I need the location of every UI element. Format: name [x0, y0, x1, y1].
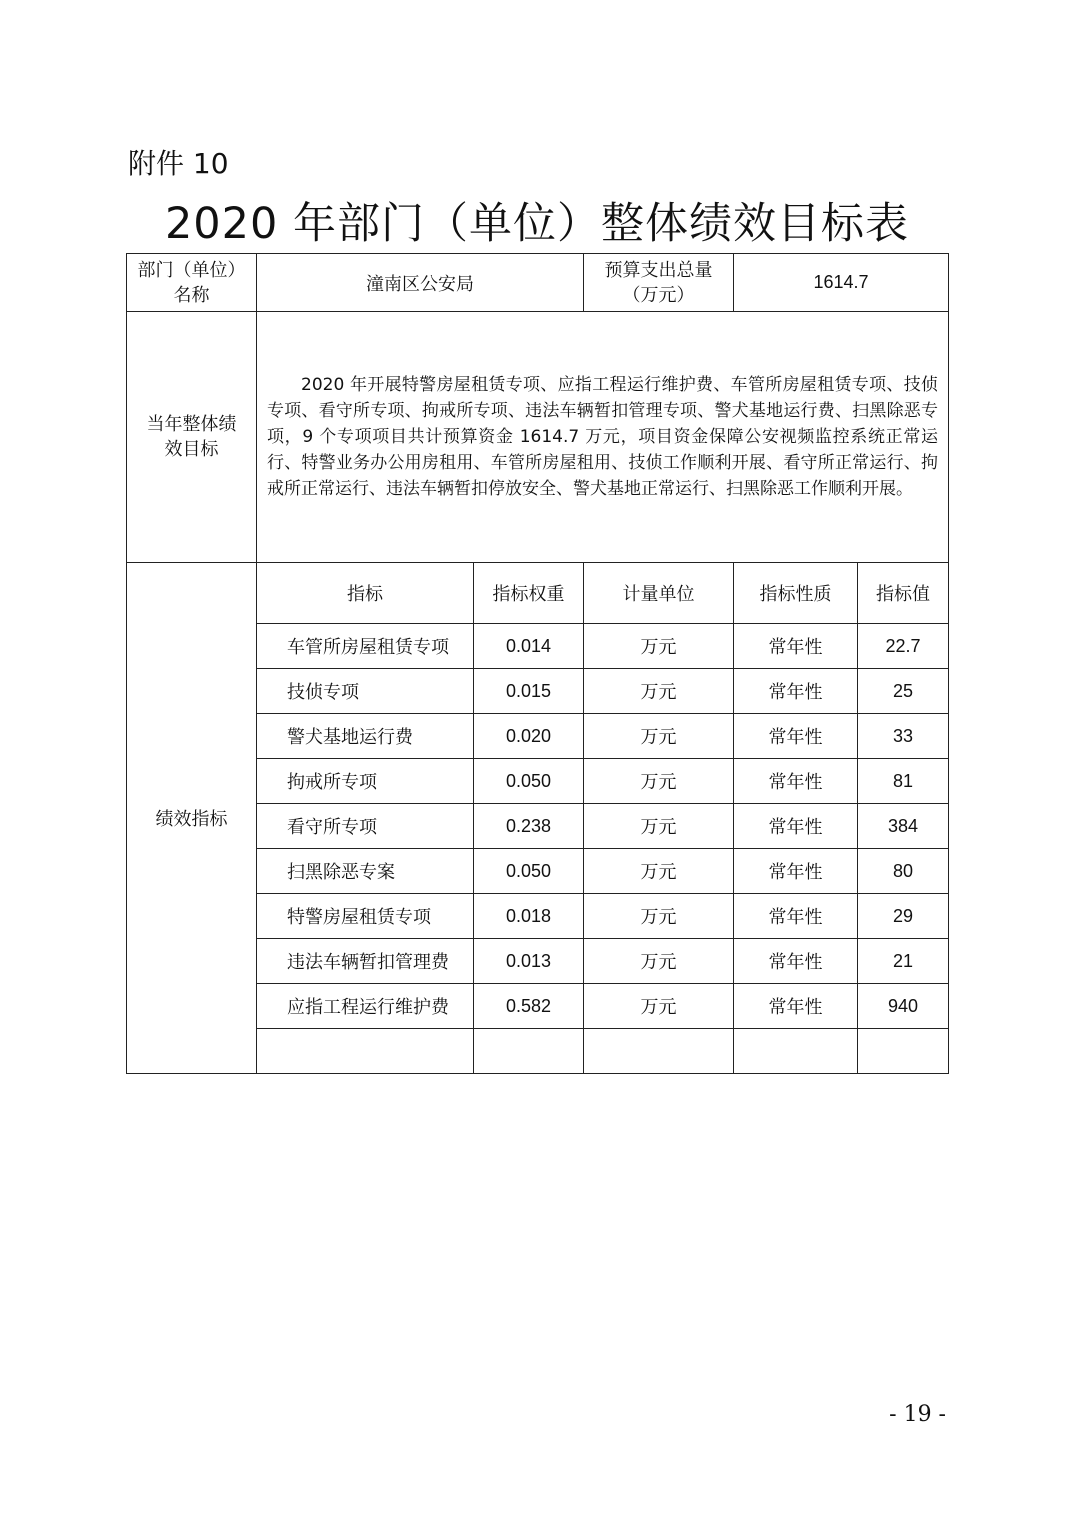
indicator-value: 940 [858, 984, 949, 1029]
indicator-unit: 万元 [584, 759, 734, 804]
indicator-nature: 常年性 [734, 624, 858, 669]
empty-cell [858, 1029, 949, 1074]
indicator-unit: 万元 [584, 894, 734, 939]
indicator-value: 81 [858, 759, 949, 804]
page-title: 2020 年部门（单位）整体绩效目标表 [164, 199, 910, 249]
dept-label-line2: 名称 [173, 284, 210, 306]
indicator-nature: 常年性 [734, 804, 858, 849]
col-header-unit: 计量单位 [584, 563, 734, 624]
dept-label-cell [127, 254, 257, 312]
indicator-name: 拘戒所专项 [257, 759, 474, 804]
indicator-weight: 0.015 [474, 669, 584, 714]
indicator-value: 21 [858, 939, 949, 984]
budget-label-line1: 预算支出总量 [604, 259, 713, 281]
indicator-unit: 万元 [584, 714, 734, 759]
indicator-unit: 万元 [584, 984, 734, 1029]
indicator-weight: 0.018 [474, 894, 584, 939]
indicator-unit: 万元 [584, 624, 734, 669]
indicator-nature: 常年性 [734, 759, 858, 804]
indicator-nature: 常年性 [734, 939, 858, 984]
indicator-weight: 0.582 [474, 984, 584, 1029]
empty-cell [584, 1029, 734, 1074]
indicator-name: 应指工程运行维护费 [257, 984, 474, 1029]
indicator-nature: 常年性 [734, 894, 858, 939]
goal-label-line2: 效目标 [164, 439, 219, 460]
indicator-value: 80 [858, 849, 949, 894]
budget-label-line2: （万元） [622, 284, 695, 306]
indicator-weight: 0.020 [474, 714, 584, 759]
indicator-name: 警犬基地运行费 [257, 714, 474, 759]
indicator-nature: 常年性 [734, 714, 858, 759]
indicator-weight: 0.238 [474, 804, 584, 849]
goal-label-line1: 当年整体绩 [146, 414, 237, 435]
dept-name: 潼南区公安局 [257, 254, 584, 312]
indicator-weight: 0.013 [474, 939, 584, 984]
indicator-unit: 万元 [584, 804, 734, 849]
empty-cell [474, 1029, 584, 1074]
performance-table [126, 253, 949, 1074]
indicator-nature: 常年性 [734, 849, 858, 894]
page-number: - 19 - [889, 1402, 946, 1427]
indicator-unit: 万元 [584, 939, 734, 984]
empty-cell [734, 1029, 858, 1074]
indicator-value: 33 [858, 714, 949, 759]
budget-label-cell [584, 254, 734, 312]
attachment-label: 附件 10 [128, 147, 229, 180]
goal-text [257, 312, 949, 563]
indicator-weight: 0.050 [474, 759, 584, 804]
dept-label-line1: 部门（单位） [137, 259, 246, 281]
goal-label-cell [127, 312, 257, 563]
goal-paragraph: 2020 年开展特警房屋租赁专项、应指工程运行维护费、车管所房屋租赁专项、技侦专项、看守所专项、拘戒所专项、违法车辆暂扣管理专项、警犬基地运行费、扫黑除恶专项，9 个专项项目共计预算资金 1614.7 万元，项目资金保障公安视频监控系统正常运行、特警业务办公用房租用、车管所房屋租用、技侦工作顺利开展、看守所正常运行、拘戒所正常运行、违法车辆暂扣停放安全、警犬基地正常运行、扫黑除恶工作顺利开展。 [267, 375, 938, 499]
col-header-indicator: 指标 [257, 563, 474, 624]
indicator-name: 扫黑除恶专案 [257, 849, 474, 894]
indicator-unit: 万元 [584, 669, 734, 714]
indicator-nature: 常年性 [734, 984, 858, 1029]
empty-cell [257, 1029, 474, 1074]
indicator-weight: 0.050 [474, 849, 584, 894]
indicator-weight: 0.014 [474, 624, 584, 669]
indicator-value: 25 [858, 669, 949, 714]
indicator-unit: 万元 [584, 849, 734, 894]
col-header-value: 指标值 [858, 563, 949, 624]
indicator-name: 技侦专项 [257, 669, 474, 714]
indicator-name: 看守所专项 [257, 804, 474, 849]
col-header-nature: 指标性质 [734, 563, 858, 624]
indicator-name: 特警房屋租赁专项 [257, 894, 474, 939]
indicator-name: 车管所房屋租赁专项 [257, 624, 474, 669]
col-header-weight: 指标权重 [474, 563, 584, 624]
indicator-value: 29 [858, 894, 949, 939]
indicator-nature: 常年性 [734, 669, 858, 714]
budget-value: 1614.7 [734, 254, 949, 312]
indicator-name: 违法车辆暂扣管理费 [257, 939, 474, 984]
indicator-value: 22.7 [858, 624, 949, 669]
perf-label: 绩效指标 [127, 563, 257, 1074]
indicator-value: 384 [858, 804, 949, 849]
